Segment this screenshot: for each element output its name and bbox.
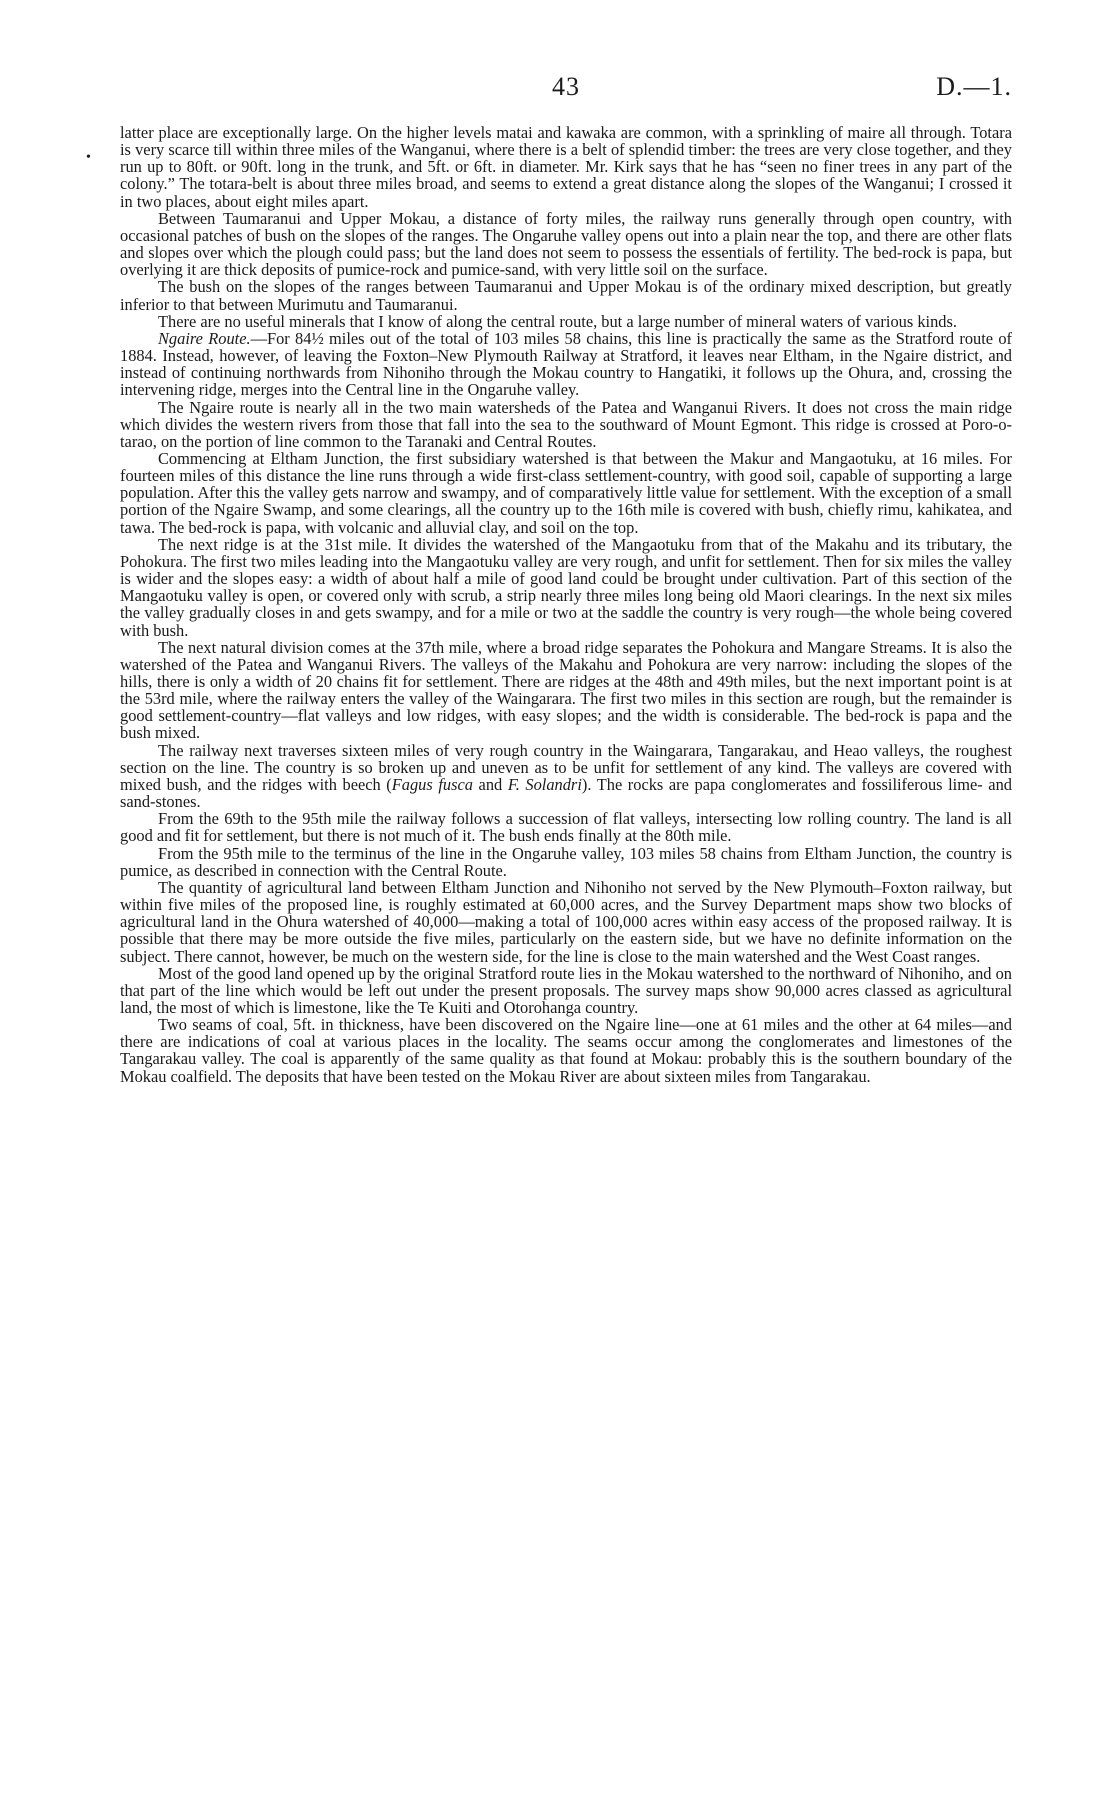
paragraph-text: Between Taumaranui and Upper Mokau, a distance of forty miles, the railway runs generally through open country, with occasional patches of bush on the slopes of the ranges. The Ongaruhe valley opens out into a plain near the top, and there are other flats and slopes over which the plough could pass; but the land does not seem to possess the essentials of fertility. The bed-rock is papa, but overlying it are thick deposits of pumice-rock and pumice-sand, with very little soil on the surface.	[120, 208, 1012, 280]
document-reference: D.—1.	[936, 72, 1012, 101]
paragraph-text: From the 95th mile to the terminus of the line in the Ongaruhe valley, 103 miles 58 chains from Eltham Junction, the country is pumice, as described in connection with the Central Route.	[120, 843, 1012, 880]
paragraph	[120, 1016, 1012, 1085]
paragraph	[120, 639, 1012, 742]
paragraph-text: The Ngaire route is nearly all in the two main watersheds of the Patea and Wanganui Rivers. It does not cross the main ridge which divides the western rivers from those that fall into the sea to the southward of Mount Egmont. This ridge is crossed at Poro-o-tarao, on the portion of line common to the Taranaki and Central Routes.	[120, 397, 1012, 451]
paragraph	[120, 965, 1012, 1016]
italic-text: Ngaire Route.	[158, 328, 251, 348]
paragraph	[120, 810, 1012, 844]
paragraph-text: There are no useful minerals that I know of along the central route, but a large number of mineral waters of various kinds.	[158, 311, 957, 331]
paragraph-text: The railway next traverses sixteen miles of very rough country in the Waingarara, Tangarakau, and Heao valleys, the roughest section on the line. The country is so broken up and uneven as to be unfit for settlement of any kind. The valleys are covered with mixed bush, and the ridges with beech (	[120, 740, 1012, 794]
paragraph-text: and	[472, 774, 508, 794]
paragraph	[120, 399, 1012, 450]
paragraph	[120, 845, 1012, 879]
body-text	[120, 124, 1012, 1085]
paragraph-text: Two seams of coal, 5ft. in thickness, have been discovered on the Ngaire line—one at 61 miles and the other at 64 miles—and there are indications of coal at various places in the locality. The seams occur among the conglomerates and limestones of the Tangarakau valley. The coal is apparently of the same quality as that found at Mokau: probably this is the southern boundary of the Mokau coalfield. The deposits that have been tested on the Mokau River are about sixteen miles from Tangarakau.	[120, 1015, 1012, 1086]
paragraph	[120, 450, 1012, 536]
paragraph-text: From the 69th to the 95th mile the railway follows a succession of flat valleys, intersecting low rolling country. The land is all good and fit for settlement, but there is not much of it. The bush ends finally at the 80th mile.	[120, 809, 1012, 846]
paragraph	[120, 210, 1012, 279]
page-number: 43	[552, 72, 580, 101]
paragraph	[120, 330, 1012, 399]
paragraph	[120, 278, 1012, 312]
paragraph-text: Most of the good land opened up by the original Stratford route lies in the Mokau watershed to the northward of Nihoniho, and on that part of the line which would be left out under the present proposals. The survey maps show 90,000 acres classed as agricultural land, the most of which is limestone, like the Te Kuiti and Otorohanga country.	[120, 963, 1012, 1017]
paragraph	[120, 124, 1012, 210]
paragraph-text: The bush on the slopes of the ranges between Taumaranui and Upper Mokau is of the ordinary mixed description, but greatly inferior to that between Murimutu and Taumaranui.	[120, 277, 1012, 314]
italic-text: F. Solandri	[507, 774, 582, 794]
italic-text: Fagus fusca	[391, 774, 473, 794]
page-header	[120, 72, 1012, 108]
paragraph-text: Commencing at Eltham Junction, the first subsidiary watershed is that between the Makur and Mangaotuku, at 16 miles. For fourteen miles of this distance the line runs through a wide first-class settlement-country, with good soil, capable of supporting a large population. After this the valley gets narrow and swampy, and of comparatively little value for settlement. With the exception of a small portion of the Ngaire Swamp, and some clearings, all the country up to the 16th mile is covered with bush, chiefly rimu, kahikatea, and tawa. The bed-rock is papa, with volcanic and alluvial clay, and soil on the top.	[120, 448, 1012, 537]
paragraph	[120, 536, 1012, 639]
paragraph-text: —For 84½ miles out of the total of 103 miles 58 chains, this line is practically the same as the Stratford route of 1884. Instead, however, of leaving the Foxton–New Plymouth Railway at Stratford, it leaves near Eltham, in the Ngaire district, and instead of continuing northwards from Nihoniho through the Mokau country to Hangatiki, it follows up the Ohura, and, crossing the intervening ridge, merges into the Central line in the Ongaruhe valley.	[120, 328, 1012, 400]
margin-mark: •	[86, 150, 91, 165]
paragraph	[120, 313, 1012, 330]
paragraph	[120, 879, 1012, 965]
paragraph-text: The next ridge is at the 31st mile. It divides the watershed of the Mangaotuku from that of the Makahu and its tributary, the Pohokura. The first two miles leading into the Mangaotuku valley are very rough, and unfit for settlement. Then for six miles the valley is wider and the slopes easy: a width of about half a mile of good land could be brought under cultivation. Part of this section of the Mangaotuku valley is open, or covered only with scrub, a strip nearly three miles long being old Maori clearings. In the next six miles the valley gradually closes in and gets swampy, and for a mile or two at the saddle the country is very rough—the whole being covered with bush.	[120, 534, 1012, 640]
paragraph-text: latter place are exceptionally large. On the higher levels matai and kawaka are common, with a sprinkling of maire all through. Totara is very scarce till within three miles of the Wanganui, where there is a belt of splendid timber: the trees are very close together, and they run up to 80ft. or 90ft. long in the trunk, and 5ft. or 6ft. in diameter. Mr. Kirk says that he has “seen no finer trees in any part of the colony.” The totara-belt is about three miles broad, and seems to extend a great distance along the slopes of the Wanganui; I crossed it in two places, about eight miles apart.	[120, 123, 1012, 211]
paragraph	[120, 742, 1012, 811]
paragraph-text: ). The rocks are papa conglomerates and fossiliferous lime- and sand-stones.	[120, 774, 1012, 812]
paragraph-text: The quantity of agricultural land between Eltham Junction and Nihoniho not served by the New Plymouth–Foxton railway, but within five miles of the proposed line, is roughly estimated at 60,000 acres, and the Survey Department maps show two blocks of agricultural land in the Ohura watershed of 40,000—making a total of 100,000 acres within easy access of the proposed railway. It is possible that there may be more outside the five miles, particularly on the eastern side, but we have no definite information on the subject. There cannot, however, be much on the western side, for the line is close to the main watershed and the West Coast ranges.	[120, 877, 1012, 966]
paragraph-text: The next natural division comes at the 37th mile, where a broad ridge separates the Pohokura and Mangare Streams. It is also the watershed of the Patea and Wanganui Rivers. The valleys of the Makahu and Pohokura are very narrow: including the slopes of the hills, there is only a width of 20 chains fit for settlement. There are ridges at the 48th and 49th miles, but the next important point is at the 53rd mile, where the railway enters the valley of the Waingarara. The first two miles in this section are rough, but the remainder is good settlement-country—flat valleys and low ridges, with easy slopes; and the width is considerable. The bed-rock is papa and the bush mixed.	[120, 637, 1012, 743]
